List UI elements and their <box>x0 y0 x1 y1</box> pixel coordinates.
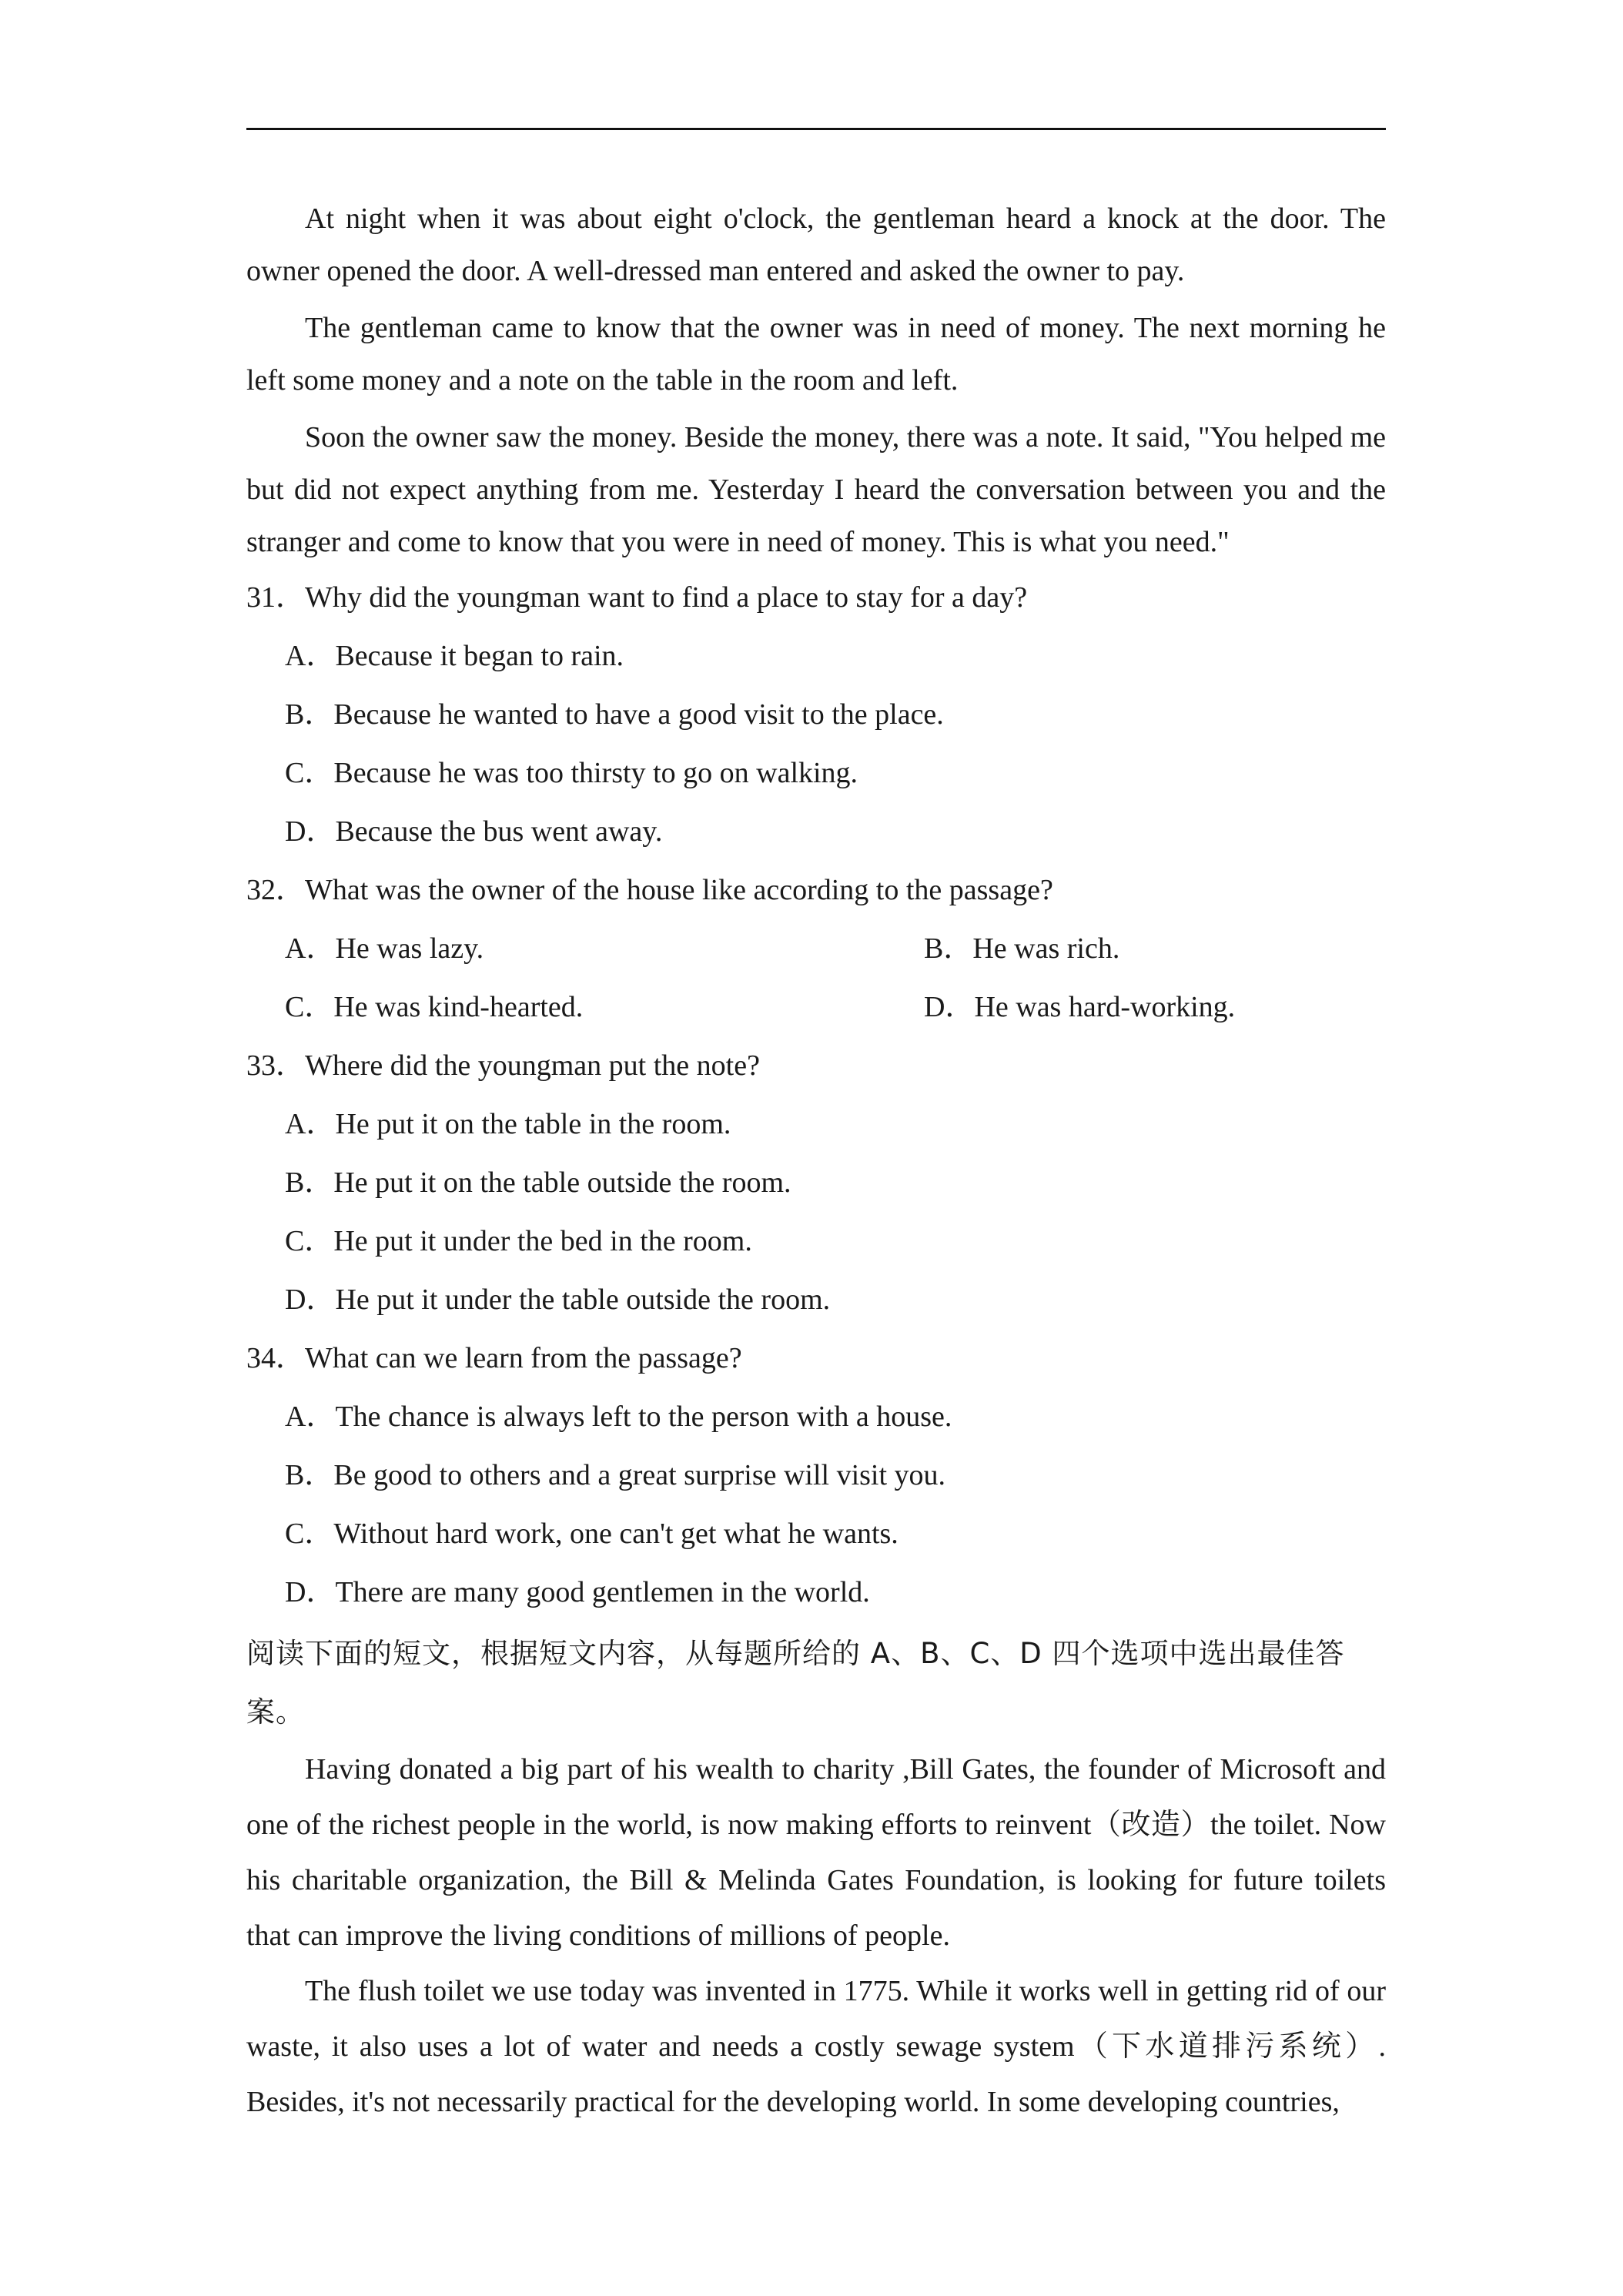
option-a: A．He put it on the table in the room. <box>285 1108 731 1140</box>
option-a: A．He was lazy. <box>285 932 484 965</box>
passage-paragraph: The flush toilet we use today was invented in 1775. While it works well in getting rid of our waste, it also uses a lot of water and needs a costly sewage system（下水道排污系统）. Besides, it's not necessarily practical for the developing world. In some developing countries, <box>246 1975 1386 2118</box>
document-body <box>246 192 1386 2130</box>
option-d: D．Because the bus went away. <box>285 815 663 848</box>
header-rule <box>246 128 1386 130</box>
options-grid <box>285 919 1386 1036</box>
option-d: D．He put it under the table outside the room. <box>285 1284 831 1316</box>
passage-paragraph: Soon the owner saw the money. Beside the money, there was a note. It said, "You helped me but did not expect anything from me. Yesterday I heard the conversation between you and the stranger and come to know that you were in need of money. This is what you need." <box>246 421 1386 558</box>
option-b: B．He put it on the table outside the room. <box>285 1166 791 1199</box>
option-d: D．He was hard-working. <box>924 991 1236 1023</box>
option-a: A．Because it began to rain. <box>285 640 624 672</box>
passage-paragraph: At night when it was about eight o'clock, the gentleman heard a knock at the door. The owner opened the door. A well-dressed man entered and asked the owner to pay. <box>246 202 1386 287</box>
option-b: B．Be good to others and a great surprise will visit you. <box>285 1459 946 1491</box>
question-32 <box>246 861 1386 1036</box>
option-b: B．He was rich. <box>924 932 1120 965</box>
option-c: C．He was kind-hearted. <box>285 991 584 1023</box>
passage-paragraph: The gentleman came to know that the owner was in need of money. The next morning he left some money and a note on the table in the room and left. <box>246 312 1386 397</box>
passage-paragraph: Having donated a big part of his wealth to charity ,Bill Gates, the founder of Microsoft and one of the richest people in the world, is now making efforts to reinvent（改造）the toilet. Now his charitable organization, the Bill & Melinda Gates Foundation, is looking for future toilets that can improve the living conditions of millions of people. <box>246 1753 1386 1952</box>
question-stem: 31．Why did the youngman want to find a place to stay for a day? <box>246 581 1028 614</box>
option-a: A．The chance is always left to the person with a house. <box>285 1401 952 1433</box>
section-instruction: 阅读下面的短文，根据短文内容，从每题所给的 A、B、C、D 四个选项中选出最佳答案。 <box>246 1637 1345 1729</box>
option-c: C．He put it under the bed in the room. <box>285 1225 752 1257</box>
option-d: D．There are many good gentlemen in the world. <box>285 1576 870 1608</box>
question-31 <box>246 568 1386 861</box>
option-c: C．Without hard work, one can't get what he wants. <box>285 1518 899 1550</box>
option-c: C．Because he was too thirsty to go on walking. <box>285 757 858 789</box>
question-34 <box>246 1329 1386 1622</box>
option-b: B．Because he wanted to have a good visit to the place. <box>285 698 944 731</box>
question-stem: 33．Where did the youngman put the note? <box>246 1049 760 1082</box>
question-stem: 34．What can we learn from the passage? <box>246 1342 742 1374</box>
question-stem: 32．What was the owner of the house like according to the passage? <box>246 874 1053 906</box>
question-33 <box>246 1036 1386 1329</box>
